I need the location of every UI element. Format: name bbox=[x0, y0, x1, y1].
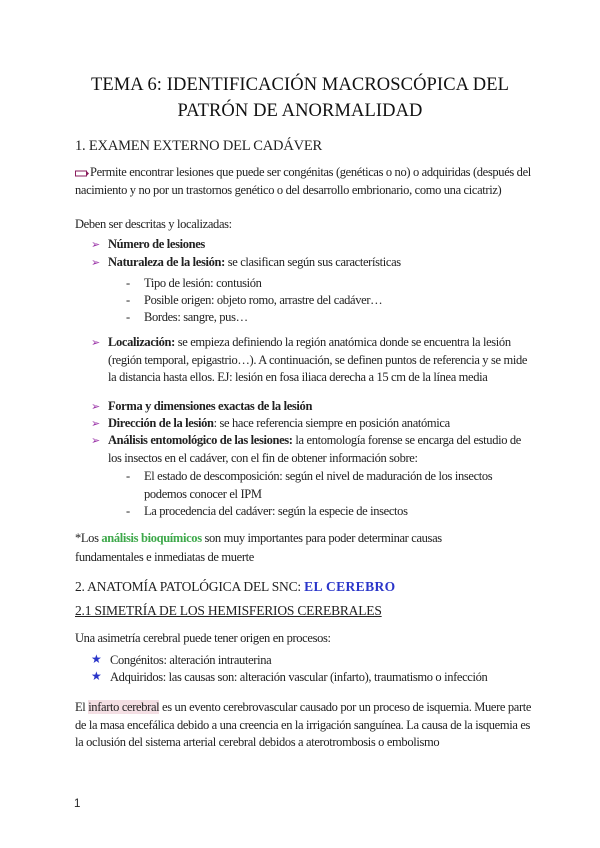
section2-heading-text: 2. ANATOMÍA PATOLÓGICA DEL SNC: bbox=[75, 579, 305, 594]
list-item-bold: Naturaleza de la lesión: bbox=[108, 255, 225, 269]
list-item bbox=[91, 398, 536, 416]
list-item bbox=[91, 652, 536, 670]
arrow-bullet-icon: ➢ bbox=[91, 417, 100, 430]
sub-list-item-text: Posible origen: objeto romo, arrastre del cadáver… bbox=[144, 293, 383, 307]
infarto-paragraph bbox=[75, 699, 537, 752]
section1-intro-text: Permite encontrar lesiones que puede ser congénitas (genéticas o no) o adquiridas (después del nacimiento y no por un trastornos genético o del desarrollo embrionario, como una cicatriz) bbox=[75, 165, 531, 197]
arrow-bullet-icon: ➢ bbox=[91, 336, 100, 349]
list-item-bold: Número de lesiones bbox=[108, 237, 205, 251]
para-rest: es un evento cerebrovascular causado por un proceso de isquemia. Muere parte de la masa encefálica debido a una creencia en la irrigación sanguínea. La causa de la isquemia es la oclusión del sistema arterial cerebral debidos a aterotrombosis o embolismo bbox=[75, 700, 532, 749]
para-highlight: infarto cerebral bbox=[88, 700, 160, 714]
star-bullet-icon: ★ bbox=[91, 652, 102, 666]
list-item bbox=[91, 669, 536, 687]
list-item bbox=[91, 236, 536, 254]
note-prefix: *Los bbox=[75, 531, 102, 545]
title-line-1: TEMA 6: IDENTIFICACIÓN MACROSCÓPICA DEL bbox=[90, 75, 510, 95]
list-item bbox=[91, 415, 536, 433]
list-item-bold: Análisis entomológico de las lesiones: bbox=[108, 433, 293, 447]
sub-list-item: - Tipo de lesión: contusión bbox=[126, 275, 536, 293]
note-suffix: son muy importantes para poder determinar causas fundamentales e inmediatas de muerte bbox=[75, 531, 442, 564]
section1-intro bbox=[75, 164, 535, 199]
list-item-bold: Localización: bbox=[108, 335, 175, 349]
list-item-text: Congénitos: alteración intrauterina bbox=[110, 653, 272, 667]
arrow-bullet-icon: ➢ bbox=[91, 400, 100, 413]
sub-list-item: - El estado de descomposición: según el nivel de maduración de los insectos podemos conocer el IPM bbox=[126, 468, 496, 503]
arrow-bullet-icon: ➢ bbox=[91, 238, 100, 251]
list-item bbox=[91, 432, 536, 467]
list-item-text: Adquiridos: las causas son: alteración vascular (infarto), traumatismo o infección bbox=[110, 670, 488, 684]
section2-heading-highlight: EL CEREBRO bbox=[304, 579, 396, 594]
sub-list-item-text: El estado de descomposición: según el nivel de maduración de los insectos podemos conocer el IPM bbox=[144, 469, 493, 501]
page-title bbox=[40, 72, 560, 124]
list-item bbox=[91, 254, 536, 272]
sub-list-item-text: Bordes: sangre, pus… bbox=[144, 310, 248, 324]
sub-list-item: - Posible origen: objeto romo, arrastre del cadáver… bbox=[126, 292, 536, 310]
arrow-bullet-icon: ➢ bbox=[91, 256, 100, 269]
page-number: 1 bbox=[74, 798, 81, 810]
star-bullet-icon: ★ bbox=[91, 669, 102, 683]
sub-list-item: - Bordes: sangre, pus… bbox=[126, 309, 536, 327]
list-item-text: la entomología forense se encarga del estudio de los insectos en el cadáver, con el fin de obtener información sobre: bbox=[108, 433, 521, 465]
list-item-bold: Forma y dimensiones exactas de la lesión bbox=[108, 399, 313, 413]
pencil-icon bbox=[75, 170, 89, 177]
title-line-2: PATRÓN DE ANORMALIDAD bbox=[177, 101, 423, 121]
sub-list-item-text: Tipo de lesión: contusión bbox=[144, 276, 262, 290]
para-prefix: El bbox=[75, 700, 89, 714]
biochem-note bbox=[75, 529, 480, 567]
list-item bbox=[91, 334, 536, 387]
list-item-bold: Dirección de la lesión bbox=[108, 416, 214, 430]
section2-subheading: 2.1 SIMETRÍA DE LOS HEMISFERIOS CEREBRALES bbox=[75, 603, 382, 618]
section1-intro2: Deben ser descritas y localizadas: bbox=[75, 217, 232, 231]
section1-heading: 1. EXAMEN EXTERNO DEL CADÁVER bbox=[75, 138, 322, 154]
arrow-bullet-icon: ➢ bbox=[91, 434, 100, 447]
section2-heading bbox=[75, 579, 396, 595]
section2-intro: Una asimetría cerebral puede tener origen en procesos: bbox=[75, 631, 331, 645]
list-item-text: : se hace referencia siempre en posición anatómica bbox=[213, 416, 450, 430]
list-item-text: se clasifican según sus características bbox=[224, 255, 401, 269]
sub-list-item: - La procedencia del cadáver: según la especie de insectos bbox=[126, 503, 536, 521]
note-highlight: análisis bioquímicos bbox=[101, 531, 202, 545]
list-item-text: se empieza definiendo la región anatómica donde se encuentra la lesión (región temporal, epigastrio…). A continuación, se definen puntos de referencia y se mide la distancia hasta ellos. EJ: lesión en fosa iliaca derecha a 15 cm de la línea media bbox=[108, 335, 528, 384]
sub-list-item-text: La procedencia del cadáver: según la especie de insectos bbox=[144, 504, 408, 518]
